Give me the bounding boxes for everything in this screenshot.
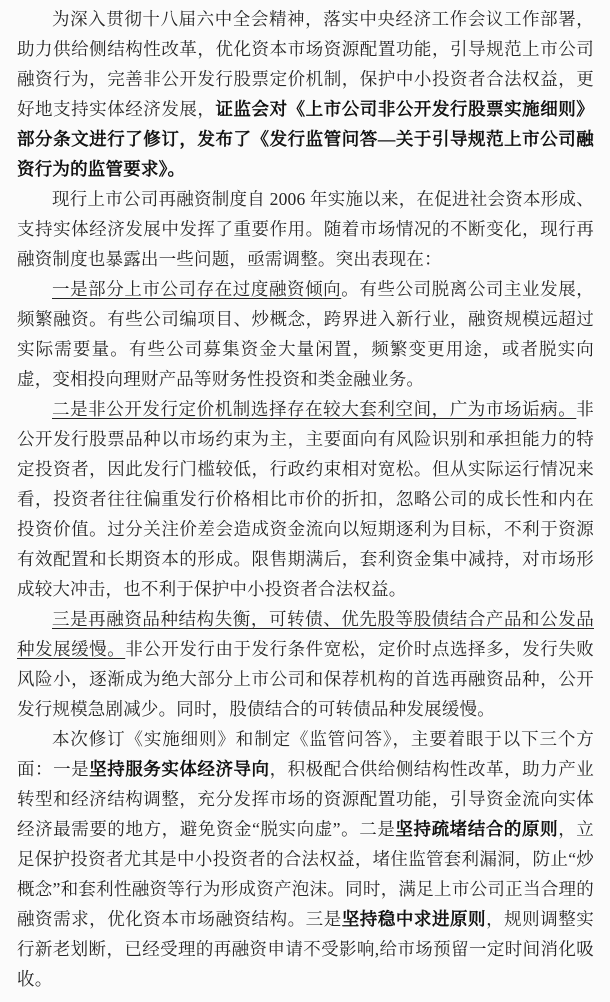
text-run-normal: ，立足保护投资者尤其是中小投资者的合法权益，堵住监管套利漏洞，防止“炒概念”和套利性融资等行为形成资产泡沫。同时，满足上市公司正当合理的融资需求，优化资本市场融资结构。三是: [17, 819, 594, 929]
text-run-normal: ，积极配合供给侧结构性改革，助力产业转型和经济结构调整，充分发挥市场的资源配置功能，引导资金流向实体经济最需要的地方，避免资金“脱实向虚”。二是: [17, 759, 594, 839]
paragraph: [17, 394, 594, 604]
text-run-normal: 非公开发行由于发行条件宽松，定价时点选择多，发行失败风险小，逐渐成为绝大部分上市公司和保荐机构的首选再融资品种，公开发行规模急剧减少。同时，股债结合的可转债品种发展缓慢。: [17, 639, 594, 719]
document-body: [17, 4, 594, 994]
paragraph: [17, 274, 594, 394]
text-run-bold: 坚持疏堵结合的原则: [395, 819, 559, 839]
text-run-bold: 坚持稳中求进原则: [341, 909, 487, 929]
text-run-normal: 为深入贯彻十八届六中全会精神，落实中央经济工作会议工作部署，助力供给侧结构性改革，优化资本市场资源配置功能，引导规范上市公司融资行为，完善非公开发行股票定价机制，保护中小投资者合法权益，更好地支持实体经济发展，: [17, 9, 594, 119]
text-run-bold: 证监会对《上市公司非公开发行股票实施细则》部分条文进行了修订，发布了《发行监管问答—关于引导规范上市公司融资行为的监管要求》。: [17, 99, 595, 179]
text-run-underline: 三是再融资品种结构失衡，可转债、优先股等股债结合产品和公发品种发展缓慢。: [17, 609, 594, 659]
text-run-normal: 本次修订《实施细则》和制定《监管问答》，主要着眼于以下三个方面：一是: [17, 729, 594, 779]
text-run-underline: 一是部分上市公司存在过度融资倾向: [52, 279, 342, 299]
paragraph: [17, 184, 594, 274]
text-run-bold: 坚持服务实体经济导向: [89, 759, 270, 779]
paragraph: [17, 4, 594, 184]
text-run-normal: ，规则调整实行新老划断，已经受理的再融资申请不受影响,给市场预留一定时间消化吸收。: [17, 909, 594, 989]
text-run-normal: 非公开发行股票品种以市场约束为主，主要面向有风险识别和承担能力的特定投资者，因此发行门槛较低，行政约束相对宽松。但从实际运行情况来看，投资者往往偏重发行价格相比市价的折扣，忽略公司的成长性和内在投资价值。过分关注价差会造成资金流向以短期逐利为目标，不利于资源有效配置和长期资本的形成。限售期满后，套利资金集中减持，对市场形成较大冲击，也不利于保护中小投资者合法权益。: [17, 399, 594, 599]
paragraph: [17, 724, 594, 994]
text-run-normal: 现行上市公司再融资制度自 2006 年实施以来，在促进社会资本形成、支持实体经济发展中发挥了重要作用。随着市场情况的不断变化，现行再融资制度也暴露出一些问题，亟需调整。突出表现在：: [17, 189, 594, 269]
paragraph: [17, 604, 594, 724]
text-run-normal: 。有些公司脱离公司主业发展，频繁融资。有些公司编项目、炒概念，跨界进入新行业，融资规模远超过实际需要量。有些公司募集资金大量闲置，频繁变更用途，或者脱实向虚，变相投向理财产品等财务性投资和类金融业务。: [17, 279, 594, 389]
text-run-underline: 二是非公开发行定价机制选择存在较大套利空间，广为市场诟病。: [52, 399, 577, 419]
